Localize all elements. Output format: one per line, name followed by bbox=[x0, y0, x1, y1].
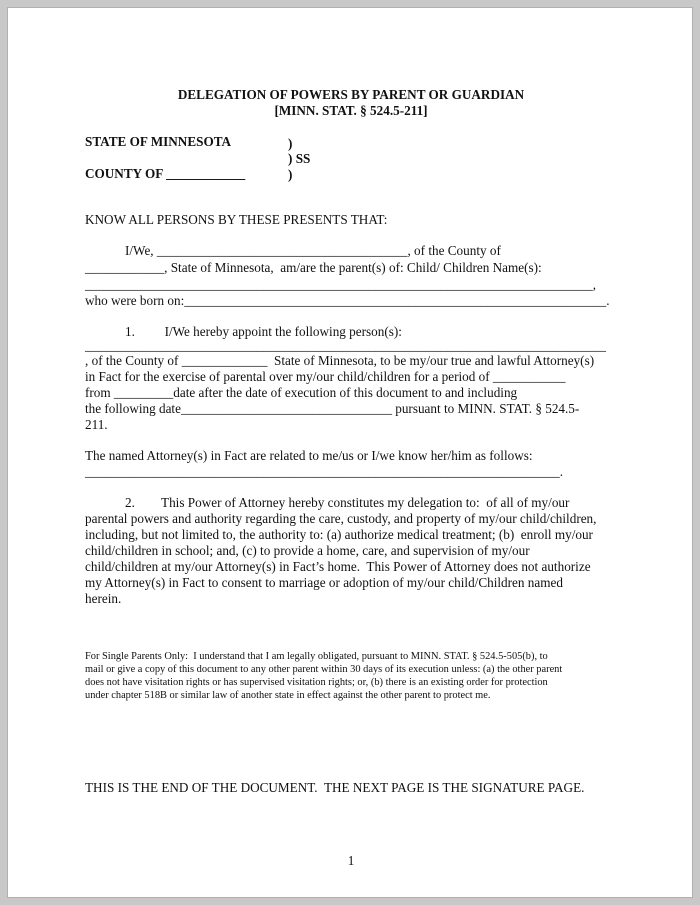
single-parents-note: For Single Parents Only: I understand that I am legally obligated, pursuant to MINN. STAT. § 524.5-505(b), to bbox=[85, 651, 548, 662]
section-2-line: 2. This Power of Attorney hereby constitutes my delegation to: of all of my/our bbox=[125, 495, 570, 510]
end-of-document-note: THIS IS THE END OF THE DOCUMENT. THE NEXT PAGE IS THE SIGNATURE PAGE. bbox=[85, 780, 585, 795]
venue-paren: ) bbox=[288, 167, 293, 182]
section-2-line: child/children at my/our Attorney(s) in Fact’s home. This Power of Attorney does not authorize bbox=[85, 559, 591, 574]
section-2-line: my Attorney(s) in Fact to consent to marriage or adoption of my/our child/Children named bbox=[85, 575, 563, 590]
relation-blank: ________________________________________________________________________. bbox=[85, 464, 564, 479]
birth-date-line: who were born on:________________________________________________________________. bbox=[85, 293, 610, 308]
section-2-line: parental powers and authority regarding the care, custody, and property of my/our child/children, bbox=[85, 511, 597, 526]
document-title: DELEGATION OF POWERS BY PARENT OR GUARDIAN bbox=[177, 87, 525, 102]
single-parents-note: under chapter 518B or similar law of another state in effect against the other parent to protect me. bbox=[85, 690, 491, 701]
section-1-line: the following date________________________________ pursuant to MINN. STAT. § 524.5- bbox=[85, 401, 580, 416]
parents-line: I/We, ______________________________________, of the County of bbox=[125, 243, 501, 258]
section-1-line: in Fact for the exercise of parental over my/our child/children for a period of ___________ bbox=[85, 369, 566, 384]
venue-state: STATE OF MINNESOTA bbox=[85, 134, 232, 149]
section-1-line: 211. bbox=[85, 417, 108, 432]
section-2-line: herein. bbox=[85, 591, 122, 606]
statute-citation: [MINN. STAT. § 524.5-211] bbox=[274, 103, 428, 118]
attorney-name-blank: _______________________________________________________________________________ bbox=[85, 338, 606, 353]
document-page bbox=[7, 7, 693, 898]
single-parents-note: does not have visitation rights or has supervised visitation rights; or, (b) there is an existing order for protection bbox=[85, 677, 548, 688]
venue-ss: ) SS bbox=[288, 151, 311, 166]
children-names-blank: _____________________________________________________________________________, bbox=[85, 277, 597, 292]
venue-paren: ) bbox=[288, 136, 293, 151]
intro-clause: KNOW ALL PERSONS BY THESE PRESENTS THAT: bbox=[85, 212, 388, 227]
venue-county: COUNTY OF ____________ bbox=[85, 166, 246, 181]
section-1-heading: 1. I/We hereby appoint the following person(s): bbox=[125, 324, 402, 339]
page-number: 1 bbox=[347, 853, 355, 868]
parents-line: ____________, State of Minnesota, am/are the parent(s) of: Child/ Children Name(s): bbox=[85, 260, 542, 275]
single-parents-note: mail or give a copy of this document to any other parent within 30 days of its execution unless: (a) the other parent bbox=[85, 664, 563, 675]
section-1-line: , of the County of _____________ State of Minnesota, to be my/our true and lawful Attorney(s) bbox=[85, 353, 595, 368]
section-2-line: including, but not limited to, the authority to: (a) authorize medical treatment; (b) enroll my/our bbox=[85, 527, 593, 542]
section-1-line: from _________date after the date of execution of this document to and including bbox=[85, 385, 518, 400]
relation-statement: The named Attorney(s) in Fact are related to me/us or I/we know her/him as follows: bbox=[85, 448, 533, 463]
section-2-line: child/children in school; and, (c) to provide a home, care, and supervision of my/our bbox=[85, 543, 530, 558]
